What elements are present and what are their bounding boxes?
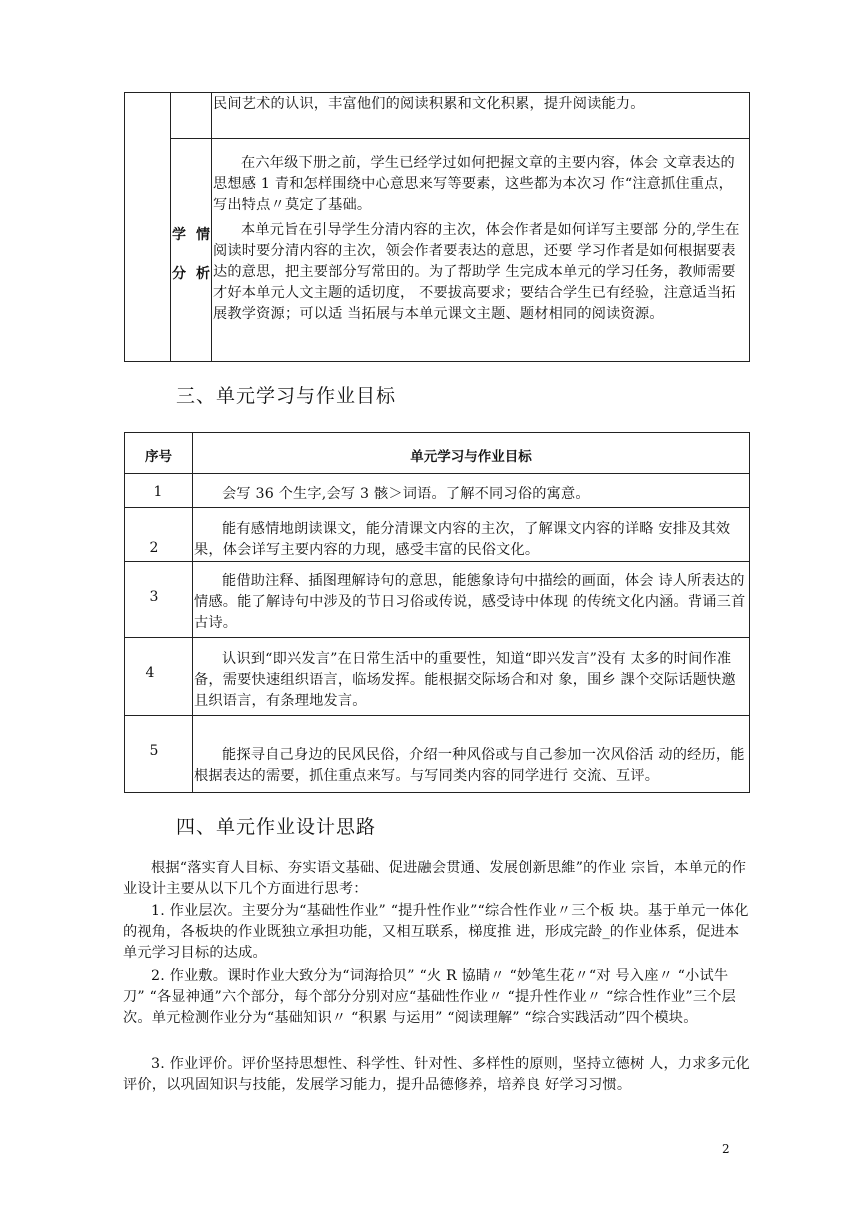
goal-text: 会写 36 个生字,会写 3 骸＞词语。了解不同习俗的寓意。 [222, 486, 590, 502]
body-paragraph: 根据“落实育人目标、夯实语文基础、促进融会贯通、发展创新思維”的作业 宗旨，本单元的作业设计主要从以下几个方面进行思考： [123, 860, 747, 897]
section-heading: 三、单元学习与作业目标 [176, 385, 397, 407]
goal-text: 能借助注释、插图理解诗句的意思，能態象诗句中描绘的画面，体会 诗人所表达的情感。能了解诗句中涉及的节日习俗或传说，感受诗中体现 的传统文化内涵。背诵三首古诗。 [194, 573, 746, 631]
goal-text: 能有感情地朗读课文，能分清课文内容的主次，了解课文内容的详略 安排及其效果，体会详写主要内容的力现，感受丰富的民俗文化。 [194, 521, 731, 558]
row-number: 3 [149, 589, 159, 605]
analysis-paragraph: 在六年级下册之前，学生已经学过如何把握文章的主要内容，体会 文章表达的思想感 1 青和怎样围绕中心意思来写等要素，这些都为本次习 作“注意抓住重点，写出特点〃莫定了基础。 [213, 155, 735, 213]
label-char: 分 [172, 266, 186, 282]
table-row-text: 民间艺术的认识，丰富他们的阅读积累和文化积累，提升阅读能力。 [213, 96, 645, 112]
page-number: 2 [722, 1142, 730, 1156]
column-header-goal: 单元学习与作业目标 [410, 449, 532, 465]
row-number: 1 [153, 484, 163, 500]
body-paragraph: 2. 作业敷。课时作业大致分为“词海拾贝” “火 R 協睛〃 “妙笔生花〃“对 号入座〃 “小试牛刀” “各显神通”六个部分，每个部分分别对应“基础性作业〃 “提升性作业〃 “综合性作业”三个层次。单元检测作业分为“基础知识〃 “积累 与运用” “阅读理解” “综合实践活动”四个模块。 [123, 968, 737, 1026]
section-heading: 四、单元作业设计思路 [176, 816, 377, 838]
goal-text: 认识到“即兴发言”在日常生活中的重要性，知道“即兴发言”没有 太多的时间作准备，需要快速组织语言，临场发挥。能根据交际场合和对 象，围乡 課个交际话题快邀且织语言，有条理地发言。 [194, 651, 736, 709]
analysis-label [172, 226, 210, 283]
analysis-paragraph: 本单元旨在引导学生分清内容的主次，体会作者是如何详写主要部 分的,学生在阅读时要分清内容的主次，领会作者要表达的意思，还要 学习作者是如何根据要表达的意思，把主要部分写常田的。为了帮助学 生完成本单元的学习任务，教师需要才好本单元人文主题的适切度， 不要拔高要求；要结合学生已有经验，注意适当拓展教学资源；可以适 当拓展与本单元课文主题、题材相同的阅读资源。 [213, 222, 740, 322]
body-paragraph: 1. 作业层次。主要分为“基础性作业” “提升性作业”“综合性作业〃三个板 块。基于单元一体化的视角，各板块的作业既独立承担功能，又相互联系，梯度推 进，形成完龄_的作业体系，促进本单元学习目标的达成。 [123, 903, 749, 961]
column-header-seq: 序号 [145, 449, 172, 465]
label-char: 析 [196, 266, 210, 282]
row-number: 2 [149, 540, 159, 556]
row-number: 5 [149, 743, 159, 759]
label-char: 学 [172, 227, 186, 243]
goal-text: 能探寻自己身边的民风民俗，介绍一种风俗或与自己参加一次风俗活 动的经历，能根据表达的需要，抓住重点来写。与写同类内容的同学进行 交流、互评。 [194, 747, 745, 784]
label-char: 情 [196, 227, 210, 243]
body-paragraph: 3. 作业评价。评价坚持思想性、科学性、针对性、多样性的原则，坚持立德树 人，力求多元化评价，以巩固知识与技能，发展学习能力，提升品德修养，培养良 好学习习惯。 [123, 1056, 750, 1093]
row-number: 4 [145, 665, 155, 681]
